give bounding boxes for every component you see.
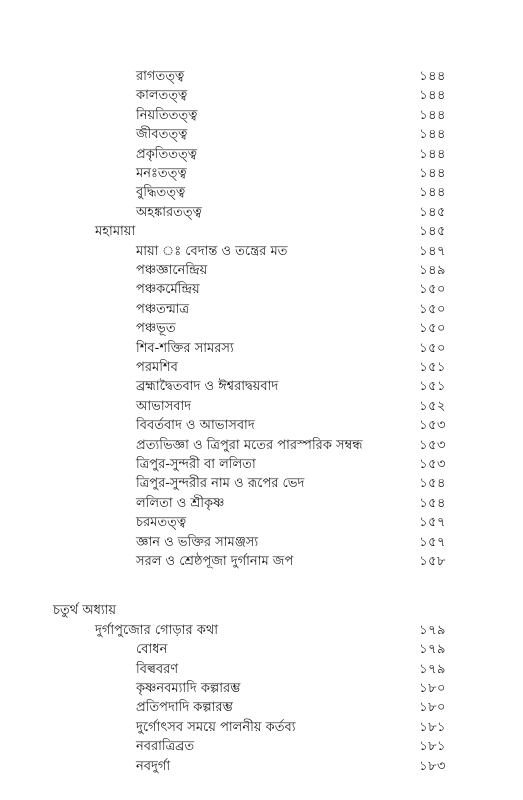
toc-entry-page-number: ১৫৭ (419, 535, 446, 550)
toc-entry-title: ত্রিপুর-সুন্দরী বা ললিতা (136, 457, 256, 472)
toc-entry (0, 699, 523, 717)
toc-entry-page-number: ১৫১ (419, 360, 446, 375)
toc-entry-title: অহঙ্কারতত্ত্ব (136, 205, 202, 220)
toc-entry-title: দুর্গোৎসব সময়ে পালনীয় কর্তব্য (136, 720, 296, 735)
toc-entry-page-number: ১৪৫ (419, 205, 446, 220)
toc-entry-page-number: ১৭৯ (419, 623, 446, 638)
toc-entry (0, 204, 523, 222)
chapter-heading (0, 602, 523, 620)
toc-entry-title: পঞ্চকর্মেন্দ্রিয় (136, 282, 200, 297)
toc-entry (0, 417, 523, 435)
toc-entry-title: চরমতত্ত্ব (136, 515, 187, 530)
toc-entry-page-number: ১৪৪ (419, 185, 446, 200)
toc-entry-page-number: ১৭৯ (419, 642, 446, 657)
toc-entry-title: নিয়তিতত্ত্ব (136, 108, 198, 123)
toc-entry-title: সরল ও শ্রেষ্ঠপূজা দুর্গানাম জপ (136, 554, 294, 569)
toc-entry-page-number: ১৫১ (419, 379, 446, 394)
toc-entry-title: পঞ্চভূত (136, 321, 176, 336)
toc-entry (0, 534, 523, 552)
toc-entry-title: নবদুর্গা (136, 759, 171, 774)
toc-entry (0, 281, 523, 299)
toc-entry-title: দুর্গাপুজোর গোড়ার কথা (95, 623, 219, 638)
toc-entry-page-number: ১৮০ (419, 700, 446, 715)
toc-entry-page-number: ১৪৫ (419, 224, 446, 239)
toc-entry-page-number: ১৫৮ (419, 554, 446, 569)
toc-entry-title: প্রকৃতিতত্ত্ব (136, 147, 198, 162)
toc-entry-title: আভাসবাদ (136, 399, 192, 414)
toc-entry-page-number: ১৭৯ (419, 662, 446, 677)
toc-entry (0, 340, 523, 358)
toc-entry-title: মায়া ঃ বেদান্ত ও তন্ত্রের মত (136, 244, 288, 259)
toc-entry-title: কৃষ্ণনবম্যাদি কল্পারম্ভ (136, 681, 241, 696)
toc-entry (0, 223, 523, 241)
toc-entry-title: মহামায়া (95, 224, 136, 239)
toc-entry (0, 680, 523, 698)
toc-entry (0, 738, 523, 756)
toc-entry-page-number: ১৮০ (419, 681, 446, 696)
toc-entry (0, 359, 523, 377)
toc-entry (0, 437, 523, 455)
toc-entry-page-number: ১৪৪ (419, 108, 446, 123)
toc-entry-page-number: ১৫৩ (419, 418, 446, 433)
toc-entry (0, 495, 523, 513)
toc-entry (0, 243, 523, 261)
toc-entry-page-number: ১৫০ (419, 321, 446, 336)
toc-entry (0, 165, 523, 183)
toc-entry (0, 320, 523, 338)
toc-entry-title: ব্রহ্মাদ্বৈতবাদ ও ঈশ্বরাদ্বয়বাদ (136, 379, 279, 394)
toc-entry (0, 126, 523, 144)
toc-entry (0, 622, 523, 640)
toc-entry-title: ত্রিপুর-সুন্দরীর নাম ও রূপের ভেদ (136, 476, 305, 491)
toc-entry-title: প্রত্যভিজ্ঞা ও ত্রিপুরা মতের পারস্পরিক সম্বন্ধ (136, 438, 363, 453)
toc-entry (0, 514, 523, 532)
toc-entry-title: প্রতিপদাদি কল্পারম্ভ (136, 700, 233, 715)
toc-entry (0, 661, 523, 679)
toc-entry (0, 107, 523, 125)
toc-entry-page-number: ১৪৪ (419, 166, 446, 181)
toc-entry-page-number: ১৪৪ (419, 147, 446, 162)
toc-entry-title: জীবতত্ত্ব (136, 127, 188, 142)
toc-entry-page-number: ১৫২ (419, 399, 446, 414)
toc-entry-title: জ্ঞান ও ভক্তির সামঞ্জস্য (136, 535, 259, 550)
toc-entry-page-number: ১৪৪ (419, 69, 446, 84)
toc-entry (0, 758, 523, 776)
toc-entry (0, 68, 523, 86)
toc-entry-title: চতুর্থ অধ্যায় (53, 603, 117, 618)
toc-entry (0, 301, 523, 319)
toc-entry (0, 146, 523, 164)
toc-entry-title: কালতত্ত্ব (136, 88, 188, 103)
toc-entry (0, 456, 523, 474)
toc-entry-page-number: ১৮১ (419, 739, 446, 754)
toc-entry (0, 184, 523, 202)
toc-entry (0, 378, 523, 396)
toc-entry-page-number: ১৫৪ (419, 496, 446, 511)
toc-entry-title: নবরাত্রিব্রত (136, 739, 195, 754)
toc-entry-title: মনঃতত্ত্ব (136, 166, 187, 181)
toc-entry (0, 398, 523, 416)
toc-entry-title: পঞ্চতন্মাত্র (136, 302, 190, 317)
toc-entry-page-number: ১৫০ (419, 302, 446, 317)
toc-entry-page-number: ১৫৪ (419, 476, 446, 491)
toc-entry-page-number: ১৫৩ (419, 438, 446, 453)
toc-entry (0, 87, 523, 105)
toc-entry-page-number: ১৫০ (419, 282, 446, 297)
toc-entry-title: শিব-শক্তির সামরস্য (136, 341, 234, 356)
toc-entry-title: ললিতা ও শ্রীকৃষ্ণ (136, 496, 225, 511)
toc-entry-page-number: ১৫৩ (419, 457, 446, 472)
toc-entry-title: পরমশিব (136, 360, 178, 375)
toc-entry (0, 262, 523, 280)
toc-entry-page-number: ১৪৭ (419, 244, 446, 259)
toc-entry-title: পঞ্চজ্ঞানেন্দ্রিয় (136, 263, 208, 278)
toc-entry-page-number: ১৮১ (419, 720, 446, 735)
toc-entry (0, 475, 523, 493)
toc-entry-title: রাগতত্ত্ব (136, 69, 185, 84)
toc-entry-page-number: ১৪৪ (419, 88, 446, 103)
toc-entry-page-number: ১৮৩ (419, 759, 446, 774)
toc-entry-title: বোধন (136, 642, 168, 657)
toc-entry-page-number: ১৪৯ (419, 263, 446, 278)
toc-entry-title: বিবর্তবাদ ও আভাসবাদ (136, 418, 255, 433)
toc-entry (0, 641, 523, 659)
toc-entry-page-number: ১৫৭ (419, 515, 446, 530)
toc-entry (0, 553, 523, 571)
toc-entry-page-number: ১৫০ (419, 341, 446, 356)
toc-entry-title: বিল্ববরণ (136, 662, 179, 677)
toc-entry-title: বুদ্ধিতত্ত্ব (136, 185, 186, 200)
toc-entry (0, 719, 523, 737)
toc-entry-page-number: ১৪৪ (419, 127, 446, 142)
